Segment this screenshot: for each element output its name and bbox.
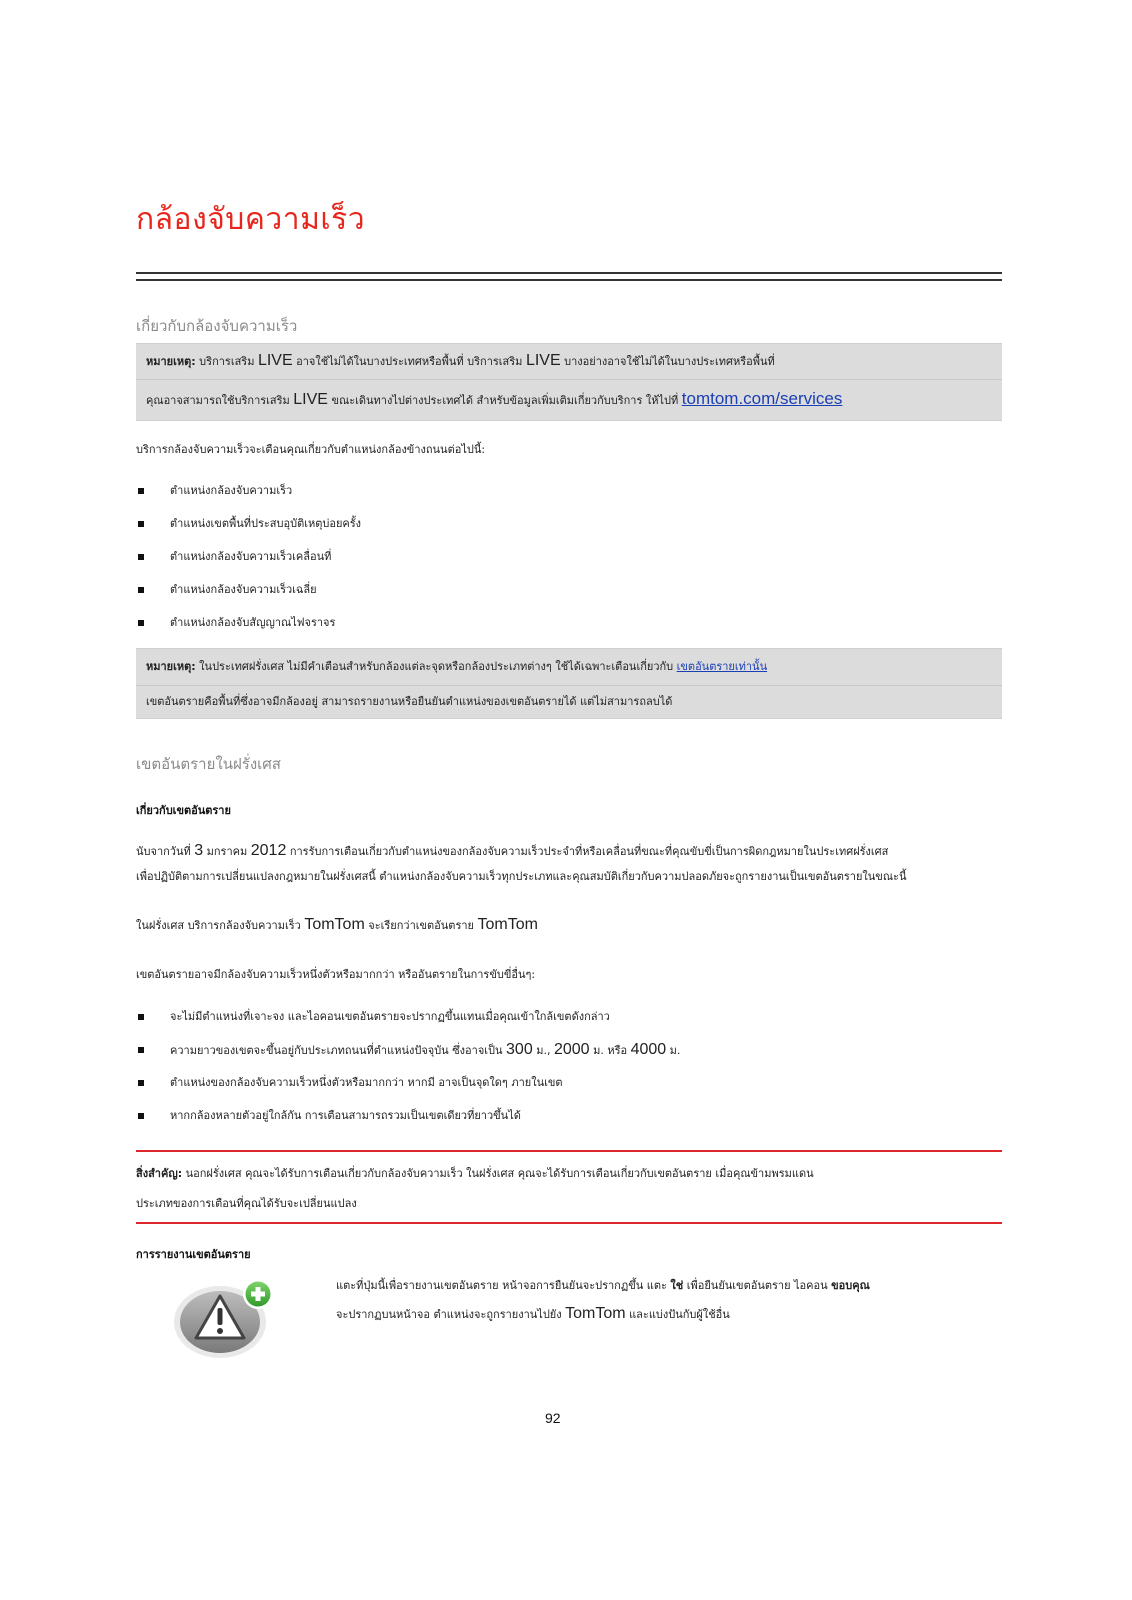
note-label: หมายเหตุ:	[146, 660, 196, 673]
list-item: ตำแหน่งของกล้องจับความเร็วหนึ่งตัวหรือมากกว่า หากมี อาจเป็นจุดใดๆ ภายในเขต	[136, 1071, 1002, 1104]
bullet-icon	[138, 521, 144, 527]
important-label: สิ่งสำคัญ:	[136, 1167, 183, 1180]
note-line: เขตอันตรายคือพื้นที่ซึ่งอาจมีกล้องอยู่ สามารถรายงานหรือยืนยันตำแหน่งของเขตอันตรายได้ แต่ไม่สามารถลบได้	[136, 685, 1002, 718]
note-line: หมายเหตุ: ในประเทศฝรั่งเศส ไม่มีคำเตือนสำหรับกล้องแต่ละจุดหรือกล้องประเภทต่างๆ ใช้ได้เฉพาะเตือนเกี่ยวกับ เขตอันตรายเท่านั้น	[146, 660, 768, 673]
bullet-icon	[138, 1014, 144, 1020]
important-box	[136, 1150, 1002, 1224]
intro-text: บริการกล้องจับความเร็วจะเตือนคุณเกี่ยวกับตำแหน่งกล้องข้างถนนต่อไปนี้:	[136, 443, 486, 456]
danger-zone-list	[136, 1005, 1002, 1137]
list-item: หากกล้องหลายตัวอยู่ใกล้กัน การเตือนสามารถรวมเป็นเขตเดียวที่ยาวขึ้นได้	[136, 1104, 1002, 1137]
bullet-icon	[138, 1113, 144, 1119]
bullet-icon	[138, 620, 144, 626]
bullet-icon	[138, 1047, 144, 1053]
list-item: ตำแหน่งกล้องจับความเร็วเฉลี่ย	[136, 578, 1002, 611]
report-instructions: แตะที่ปุ่มนี้เพื่อรายงานเขตอันตราย หน้าจอการยืนยันจะปรากฏขึ้น แตะ ใช่ เพื่อยืนยันเขตอันตราย ไอคอน ขอบคุณ จะปรากฏบนหน้าจอ ตำแหน่งจะถูกรายงานไปยัง TomTom และแบ่งปันกับผู้ใช้อื่น	[336, 1279, 870, 1322]
subheading-about-danger-zones: เกี่ยวกับเขตอันตราย	[136, 804, 231, 817]
subheading-report-danger-zone: การรายงานเขตอันตราย	[136, 1248, 251, 1261]
list-item: ตำแหน่งเขตพื้นที่ประสบอุบัติเหตุบ่อยครั้ง	[136, 512, 1002, 545]
important-line: สิ่งสำคัญ: นอกฝรั่งเศส คุณจะได้รับการเตือนเกี่ยวกับกล้องจับความเร็ว ในฝรั่งเศส คุณจะได้รับการเตือนเกี่ยวกับเขตอันตราย เมื่อคุณข้ามพรมแดน	[136, 1167, 814, 1180]
page-number: 92	[545, 1410, 561, 1426]
note-line: คุณอาจสามารถใช้บริการเสริม LIVE ขณะเดินทางไปต่างประเทศได้ สำหรับข้อมูลเพิ่มเติมเกี่ยวกับบริการ ให้ไปที่ tomtom.com/services	[136, 379, 1002, 420]
section-heading-about-cameras: เกี่ยวกับกล้องจับความเร็ว	[136, 317, 298, 335]
list-item: ตำแหน่งกล้องจับความเร็ว	[136, 479, 1002, 512]
list-item: ตำแหน่งกล้องจับความเร็วเคลื่อนที่	[136, 545, 1002, 578]
list-item: ตำแหน่งกล้องจับสัญญาณไฟจราจร	[136, 611, 1002, 644]
danger-zone-description: เขตอันตรายอาจมีกล้องจับความเร็วหนึ่งตัวหรือมากกว่า หรืออันตรายในการขับขี่อื่นๆ:	[136, 968, 536, 981]
note-box-france	[136, 648, 1002, 719]
danger-zones-link[interactable]: เขตอันตรายเท่านั้น	[676, 660, 768, 673]
warning-plus-icon	[170, 1272, 282, 1362]
services-link[interactable]: tomtom.com/services	[681, 389, 843, 408]
danger-zone-intro: นับจากวันที่ 3 มกราคม 2012 การรับการเตือนเกี่ยวกับตำแหน่งของกล้องจับความเร็วประจำที่หรือเคลื่อนที่ขณะที่คุณขับขี่เป็นการผิดกฎหมายในประเทศฝรั่งเศส เพื่อปฏิบัติตามการเปลี่ยนแปลงกฎหมายในฝรั่งเศสนี้ ตำแหน่งกล้องจับความเร็วทุกประเภทและคุณสมบัติเกี่ยวกับความปลอดภัยจะถูกรายงานเป็นเขตอันตรายในขณะนี้	[136, 842, 907, 883]
bullet-icon	[138, 1080, 144, 1086]
note-label: หมายเหตุ:	[146, 355, 196, 368]
list-item: จะไม่มีตำแหน่งที่เจาะจง และไอคอนเขตอันตรายจะปรากฏขึ้นแทนเมื่อคุณเข้าใกล้เขตดังกล่าว	[136, 1005, 1002, 1038]
france-service-name: ในฝรั่งเศส บริการกล้องจับความเร็ว TomTom จะเรียกว่าเขตอันตราย TomTom	[136, 916, 538, 933]
bullet-icon	[138, 554, 144, 560]
important-line: ประเภทของการเตือนที่คุณได้รับจะเปลี่ยนแปลง	[136, 1197, 357, 1210]
title-rule	[136, 272, 1002, 281]
bullet-icon	[138, 488, 144, 494]
page-title: กล้องจับความเร็ว	[136, 202, 366, 237]
list-item: ความยาวของเขตจะขึ้นอยู่กับประเภทถนนที่ตำแหน่งปัจจุบัน ซึ่งอาจเป็น 300 ม., 2000 ม. หรือ 4000 ม.	[136, 1038, 1002, 1071]
note-box-live	[136, 343, 1002, 421]
report-danger-zone-button[interactable]	[170, 1272, 282, 1362]
camera-types-list	[136, 479, 1002, 644]
note-line: หมายเหตุ: บริการเสริม LIVE อาจใช้ไม่ได้ในบางประเทศหรือพื้นที่ บริการเสริม LIVE บางอย่างอาจใช้ไม่ได้ในบางประเทศหรือพื้นที่	[146, 352, 775, 369]
section-heading-danger-zones: เขตอันตรายในฝรั่งเศส	[136, 755, 281, 773]
bullet-icon	[138, 587, 144, 593]
